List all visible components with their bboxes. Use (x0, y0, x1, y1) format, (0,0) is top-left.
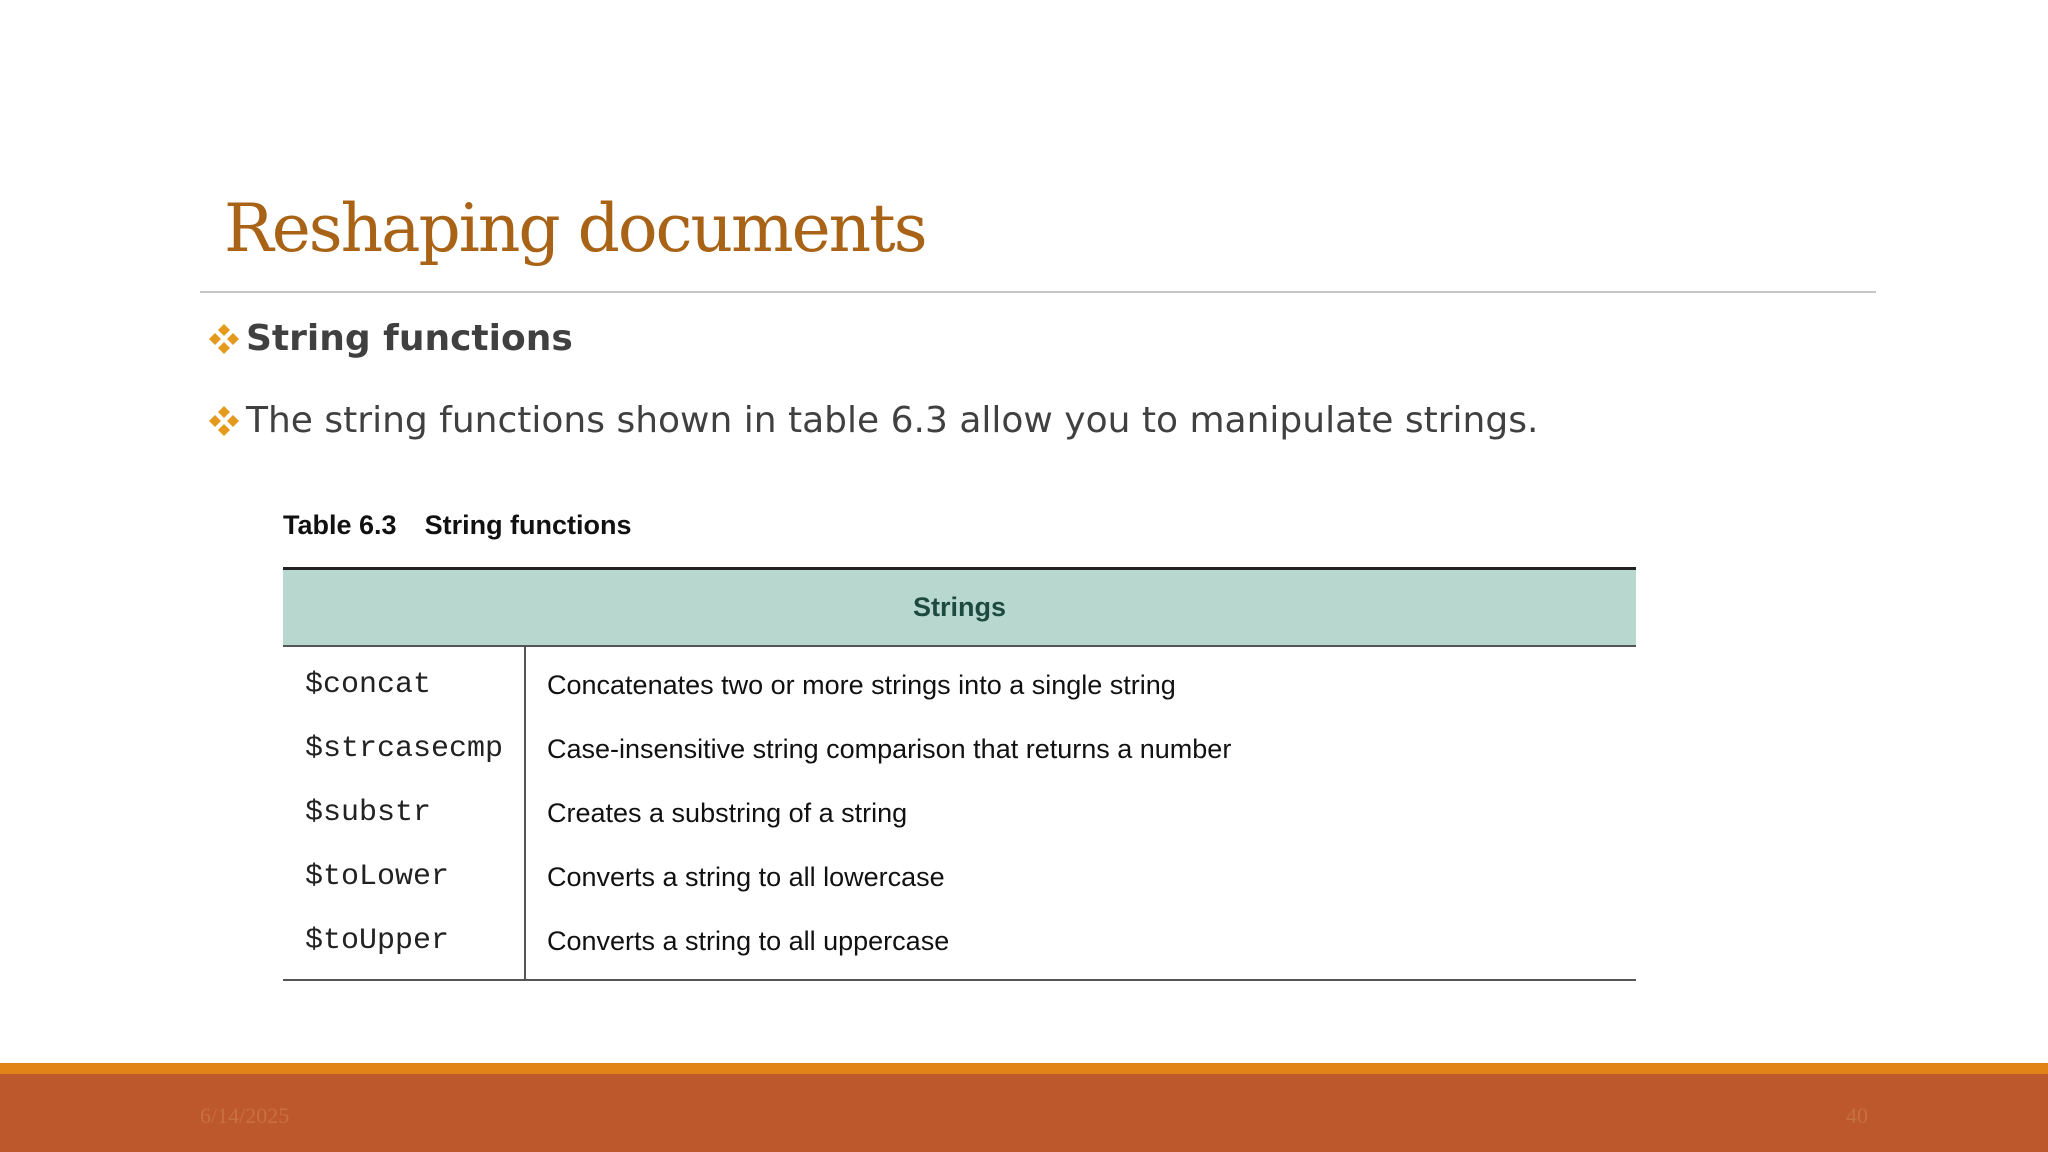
function-name: $substr (283, 781, 525, 845)
function-description: Creates a substring of a string (547, 797, 908, 828)
table-row (283, 781, 1636, 845)
bullet-text: String functions (246, 318, 573, 359)
title-divider (200, 291, 1876, 293)
table-row (283, 646, 1636, 717)
footer-accent-stripe (0, 1063, 2048, 1074)
table-header: Strings (283, 569, 1636, 647)
table-caption-title: String functions (424, 510, 632, 540)
table-caption-label: Table 6.3 (283, 510, 397, 540)
four-diamond-bullet-icon (206, 403, 242, 439)
bullet-text: The string functions shown in table 6.3 allow you to manipulate strings. (246, 400, 1539, 441)
table-caption (283, 510, 632, 541)
slide-title: Reshaping documents (224, 190, 926, 267)
function-description: Concatenates two or more strings into a single string (547, 669, 1176, 700)
slide-number: 40 (1846, 1103, 1868, 1128)
bullet-item (206, 318, 573, 359)
footer-bar (0, 1074, 2048, 1152)
table-row (283, 909, 1636, 980)
function-name: $concat (283, 646, 525, 717)
function-name: $toLower (283, 845, 525, 909)
bullet-item (206, 400, 1538, 441)
four-diamond-bullet-icon (206, 321, 242, 357)
function-name: $toUpper (283, 909, 525, 980)
footer-date: 6/14/2025 (200, 1103, 290, 1128)
function-description: Converts a string to all lowercase (547, 861, 945, 892)
string-functions-table (283, 567, 1636, 981)
table-row (283, 717, 1636, 781)
function-description: Case-insensitive string comparison that returns a number (547, 733, 1232, 764)
function-description: Converts a string to all uppercase (525, 909, 1636, 980)
table-row (283, 845, 1636, 909)
function-name: $strcasecmp (283, 717, 525, 781)
